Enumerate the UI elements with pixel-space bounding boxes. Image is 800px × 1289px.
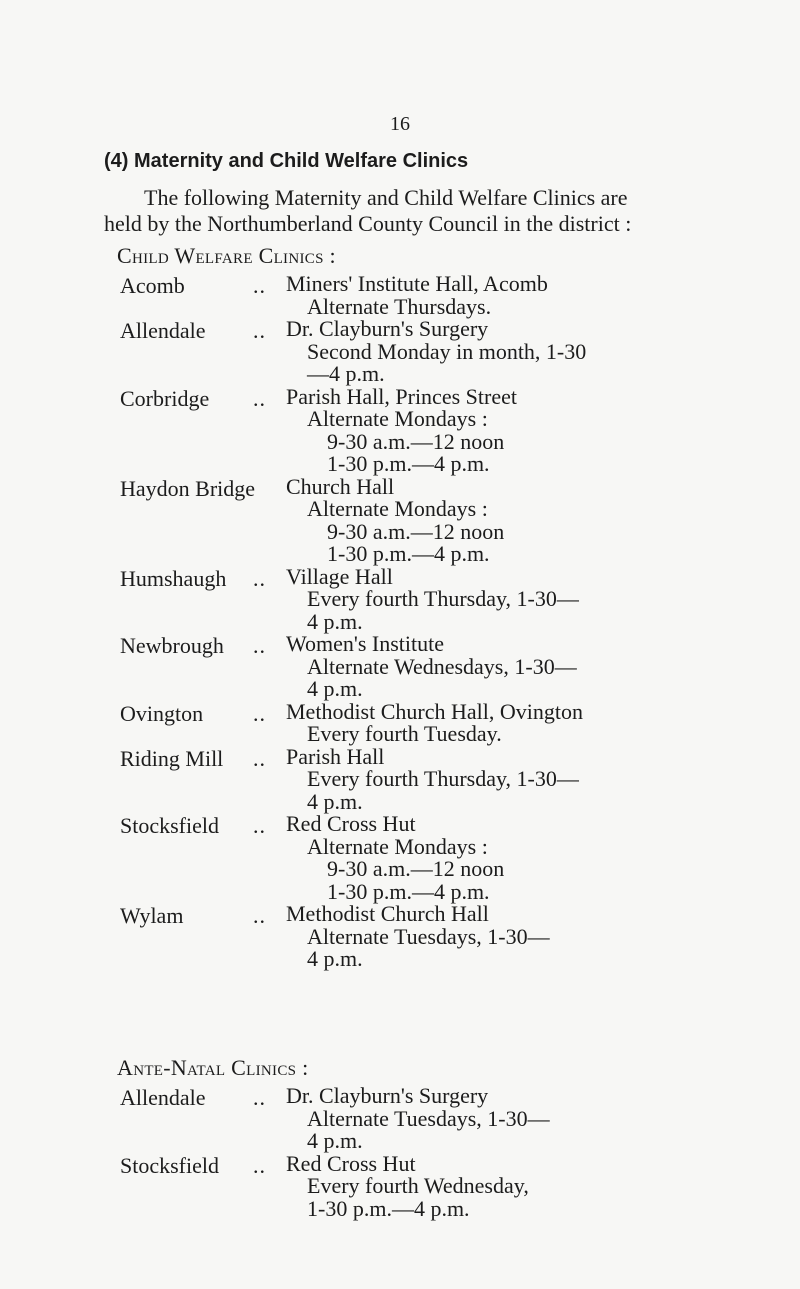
clinic-place: Stocksfield [120, 813, 219, 838]
leader-dots: .. [253, 745, 266, 771]
clinic-time: Every fourth Wednesday, [307, 1173, 529, 1198]
clinic-venue: Methodist Church Hall, Ovington [286, 698, 583, 724]
section-heading: (4) Maternity and Child Welfare Clinics [104, 150, 469, 172]
clinic-detail [286, 383, 586, 476]
clinic-detail [286, 273, 586, 318]
leader-dots: .. [253, 318, 266, 343]
clinic-time: Alternate Mondays : [307, 496, 488, 521]
intro-line: held by the Northumberland County Council in the district : [104, 211, 632, 236]
clinic-venue: Women's Institute [286, 631, 445, 656]
clinic-time: Second Monday in month, 1-30 [307, 338, 587, 364]
clinic-time: Alternate Wednesdays, 1-30— [307, 653, 577, 679]
clinic-time: Alternate Tuesdays, 1-30— [307, 923, 550, 949]
clinic-time: 9-30 a.m.—12 noon [327, 856, 505, 881]
clinic-time: Alternate Thursdays. [307, 293, 492, 319]
clinic-entry [120, 698, 586, 746]
child-welfare-list [120, 273, 586, 971]
clinic-time: Alternate Mondays : [307, 406, 488, 431]
clinic-venue: Methodist Church Hall [286, 901, 489, 926]
clinic-venue: Miners' Institute Hall, Acomb [286, 271, 548, 296]
clinic-time: Alternate Tuesdays, 1-30— [307, 1105, 550, 1131]
clinic-venue: Parish Hall [286, 743, 385, 769]
clinic-time: 4 p.m. [307, 788, 363, 814]
clinic-entry [120, 563, 586, 634]
clinic-venue: Dr. Clayburn's Surgery [286, 316, 489, 341]
leader-dots: .. [253, 633, 266, 658]
clinic-place: Acomb [120, 273, 185, 298]
clinic-venue: Church Hall [286, 473, 395, 499]
clinic-entry [120, 1085, 550, 1153]
clinic-detail [286, 633, 586, 701]
page-number: 16 [390, 113, 410, 135]
clinic-entry [120, 1150, 550, 1221]
clinic-place: Haydon Bridge [120, 475, 256, 501]
intro-paragraph [104, 185, 724, 237]
clinic-place: Allendale [120, 318, 206, 343]
clinic-venue: Red Cross Hut [286, 811, 416, 836]
clinic-entry [120, 903, 586, 971]
clinic-time: 1-30 p.m.—4 p.m. [327, 541, 490, 566]
leader-dots: .. [253, 813, 266, 838]
ante-natal-list [120, 1085, 550, 1220]
clinic-entry [120, 743, 586, 814]
clinic-time: Alternate Mondays : [307, 833, 488, 859]
clinic-venue: Red Cross Hut [286, 1150, 416, 1176]
clinic-time: 1-30 p.m.—4 p.m. [307, 1195, 470, 1221]
clinic-entry [120, 383, 586, 476]
clinic-place: Riding Mill [120, 745, 224, 771]
clinic-detail [286, 318, 586, 386]
clinic-detail [286, 813, 586, 903]
clinic-detail [286, 698, 586, 746]
leader-dots: .. [253, 903, 266, 928]
clinic-detail [286, 743, 586, 814]
clinic-place: Allendale [120, 1085, 206, 1110]
clinic-place: Newbrough [120, 633, 224, 658]
clinic-place: Ovington [120, 700, 204, 726]
clinic-time: 9-30 a.m.—12 noon [327, 518, 505, 544]
clinic-detail [286, 903, 586, 971]
clinic-venue: Parish Hall, Princes Street [286, 383, 517, 409]
child-welfare-title: Child Welfare Clinics : [117, 243, 336, 268]
clinic-entry [120, 473, 586, 566]
clinic-place: Humshaugh [120, 565, 227, 591]
ante-natal-title: Ante-Natal Clinics : [117, 1055, 309, 1080]
leader-dots: .. [253, 700, 266, 726]
clinic-time: 4 p.m. [307, 676, 363, 701]
leader-dots: .. [253, 1085, 266, 1110]
leader-dots: .. [253, 273, 266, 298]
clinic-place: Wylam [120, 903, 184, 928]
clinic-time: Every fourth Thursday, 1-30— [307, 766, 579, 791]
clinic-entry [120, 318, 586, 386]
clinic-time: 1-30 p.m.—4 p.m. [327, 878, 490, 904]
clinic-entry [120, 633, 586, 701]
clinic-venue: Village Hall [286, 563, 393, 589]
clinic-time: —4 p.m. [307, 361, 385, 386]
clinic-detail [286, 1150, 550, 1221]
clinic-entry [120, 273, 586, 318]
clinic-place: Corbridge [120, 385, 210, 411]
clinic-time: Every fourth Tuesday. [307, 721, 502, 746]
clinic-detail [286, 1085, 550, 1153]
intro-line: The following Maternity and Child Welfare Clinics are [144, 185, 628, 210]
clinic-place: Stocksfield [120, 1152, 219, 1178]
clinic-time: Every fourth Thursday, 1-30— [307, 586, 579, 611]
clinic-time: 4 p.m. [307, 1128, 363, 1153]
clinic-time: 1-30 p.m.—4 p.m. [327, 451, 490, 476]
leader-dots: .. [253, 385, 266, 411]
clinic-venue: Dr. Clayburn's Surgery [286, 1083, 489, 1108]
leader-dots: .. [253, 1152, 266, 1178]
clinic-detail [286, 473, 586, 566]
clinic-time: 9-30 a.m.—12 noon [327, 428, 505, 454]
clinic-time: 4 p.m. [307, 946, 363, 971]
clinic-detail [286, 563, 586, 634]
clinic-time: 4 p.m. [307, 608, 363, 634]
clinic-entry [120, 813, 586, 903]
leader-dots: .. [253, 565, 266, 591]
